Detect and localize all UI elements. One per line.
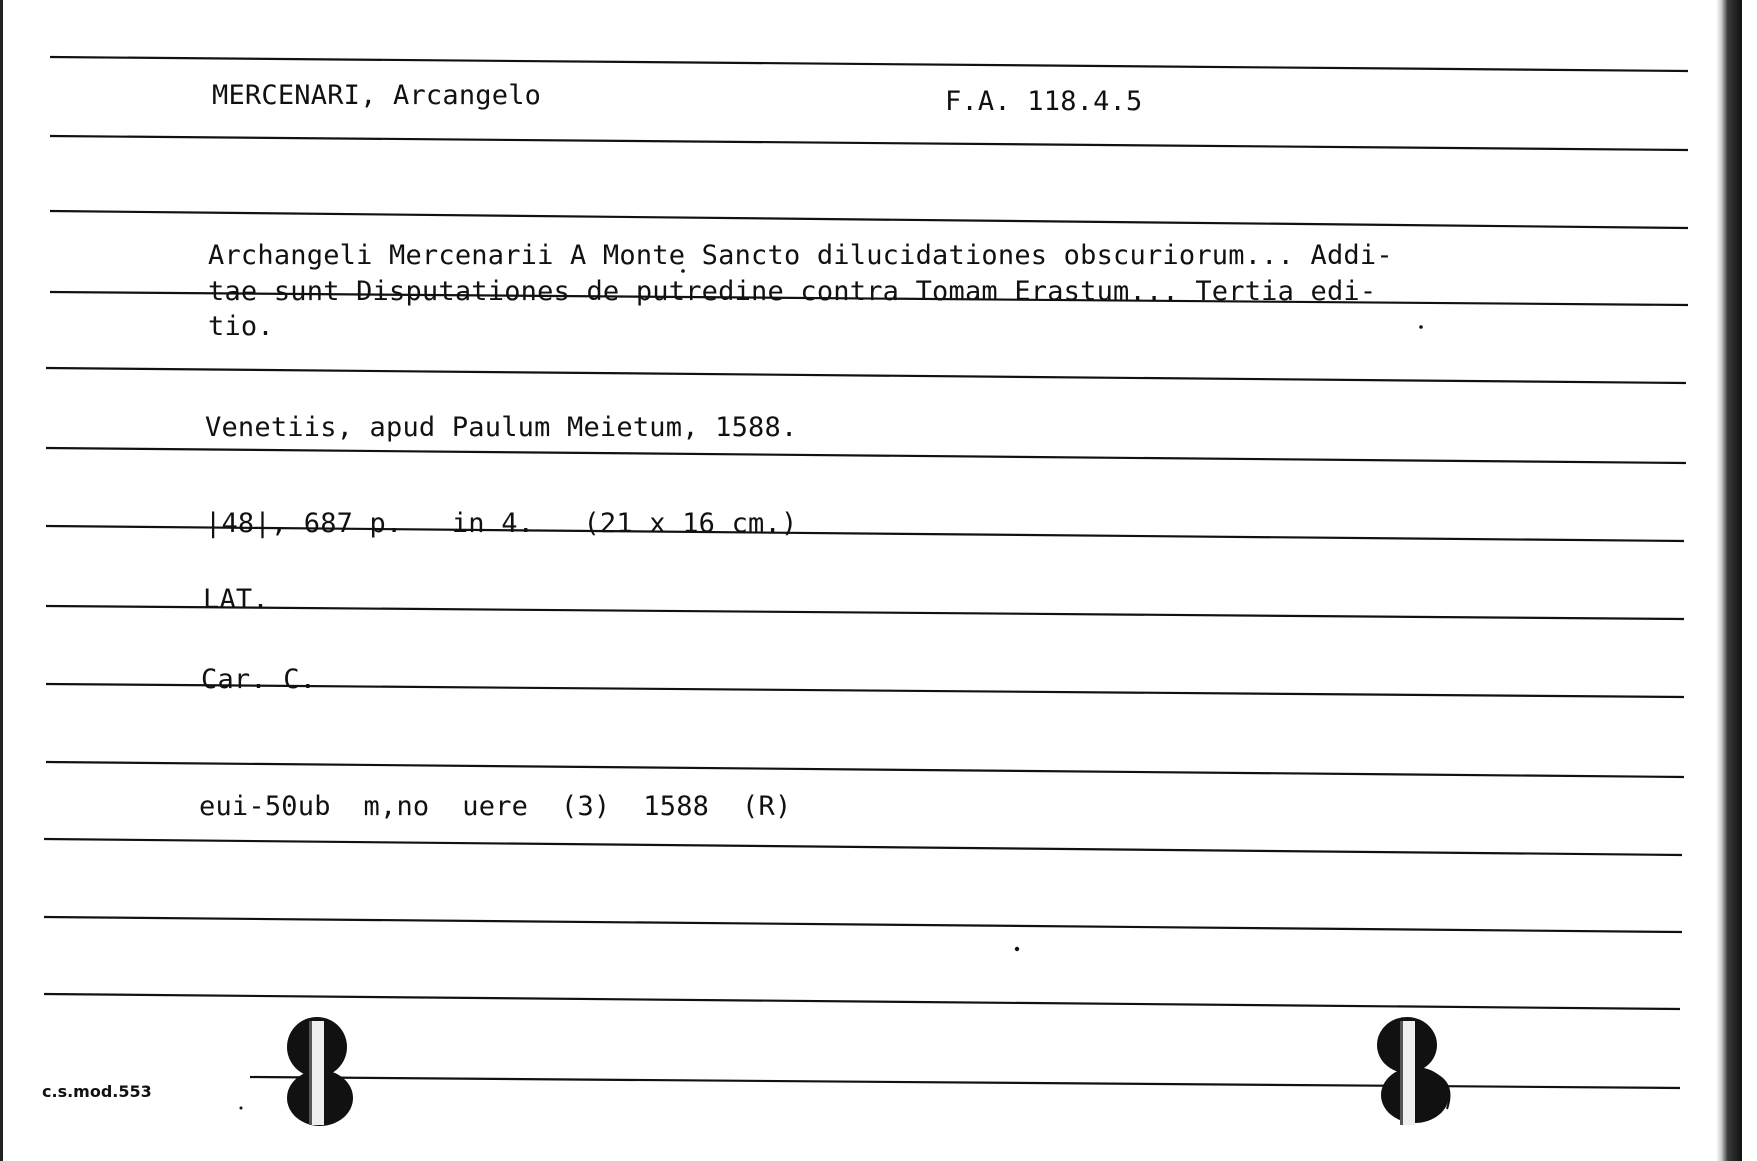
form-code: c.s.mod.553 [42, 1082, 152, 1101]
punch-hole-right [1363, 1015, 1473, 1135]
rule-line [46, 448, 1686, 463]
title-line: Archangeli Mercenarii A Monte Sancto dilucidationes obscuriorum... Addi- [208, 240, 1393, 271]
rule-line [50, 57, 1688, 71]
note: Car. C. [201, 664, 317, 695]
rule-line [44, 839, 1682, 855]
rule-line [50, 136, 1688, 150]
author-heading: MERCENARI, Arcangelo [212, 80, 542, 111]
rule-line [44, 917, 1682, 932]
title-line: tae sunt Disputationes de putredine contra Tomam Erastum... Tertia edi- [208, 276, 1377, 307]
imprint: Venetiis, apud Paulum Meietum, 1588. [205, 412, 798, 443]
rule-line [46, 606, 1684, 619]
title-line: tio. [208, 311, 274, 342]
rule-line [46, 368, 1686, 383]
rule-line [44, 994, 1680, 1009]
punch-hole-left [272, 1015, 372, 1135]
rule-line [50, 211, 1688, 228]
rule-line [46, 762, 1684, 777]
collation: |48|, 687 p. in 4. (21 x 16 cm.) [205, 508, 798, 539]
shelfmark: F.A. 118.4.5 [945, 86, 1143, 117]
language-code: LAT. [203, 584, 269, 615]
fingerprint: eui-50ub m,no uere (3) 1588 (R) [199, 791, 792, 822]
